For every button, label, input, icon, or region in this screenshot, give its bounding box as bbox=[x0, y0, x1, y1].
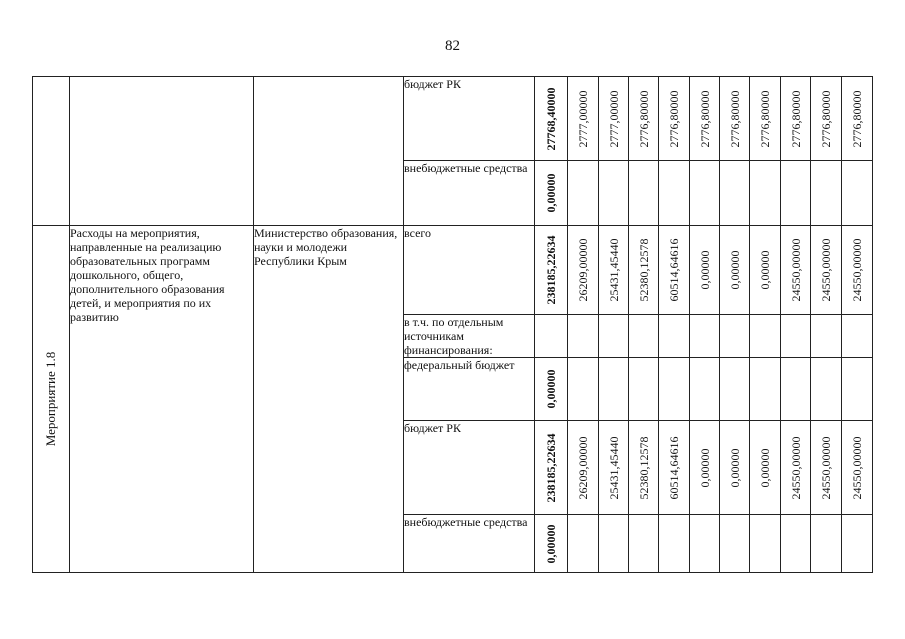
year-amount-cell bbox=[750, 77, 781, 161]
row-label: федеральный бюджет bbox=[404, 358, 535, 421]
year-amount-cell bbox=[720, 358, 750, 421]
year-amount-cell bbox=[842, 315, 873, 358]
year-amount: 26209,00000 bbox=[576, 436, 590, 499]
year-amount-cell bbox=[599, 315, 629, 358]
year-amount-cell bbox=[720, 161, 750, 226]
total-amount: 238185,22634 bbox=[544, 433, 558, 502]
year-amount: 2776,80000 bbox=[850, 90, 864, 147]
year-amount: 24550,00000 bbox=[850, 436, 864, 499]
row-label: внебюджетные средства bbox=[404, 515, 535, 573]
total-amount: 0,00000 bbox=[544, 524, 558, 563]
year-amount-cell bbox=[629, 515, 659, 573]
row-label: внебюджетные средства bbox=[404, 161, 535, 226]
year-amount-cell bbox=[781, 358, 811, 421]
year-amount-cell bbox=[811, 358, 842, 421]
row-label: в т.ч. по отдельным источникам финансирования: bbox=[404, 315, 535, 358]
year-amount-cell bbox=[811, 421, 842, 515]
year-amount: 0,00000 bbox=[758, 250, 772, 290]
year-amount-cell bbox=[568, 161, 599, 226]
year-amount: 2776,80000 bbox=[788, 90, 803, 147]
year-amount: 2776,80000 bbox=[697, 90, 712, 147]
year-amount-cell bbox=[629, 315, 659, 358]
page-number: 82 bbox=[445, 38, 460, 54]
year-amount: 24550,00000 bbox=[850, 238, 864, 302]
year-amount-cell bbox=[659, 77, 690, 161]
year-amount: 26209,00000 bbox=[576, 238, 590, 302]
total-amount-cell bbox=[535, 358, 568, 421]
year-amount-cell bbox=[750, 161, 781, 226]
year-amount-cell bbox=[629, 77, 659, 161]
year-amount-cell bbox=[659, 421, 690, 515]
year-amount: 0,00000 bbox=[697, 250, 712, 290]
year-amount: 24550,00000 bbox=[819, 238, 833, 302]
row-label: бюджет РК bbox=[404, 77, 535, 161]
year-amount-cell bbox=[811, 77, 842, 161]
year-amount: 60514,64616 bbox=[667, 238, 681, 302]
year-amount-cell bbox=[659, 315, 690, 358]
year-amount-cell bbox=[720, 421, 750, 515]
total-amount: 0,00000 bbox=[544, 173, 558, 213]
year-amount-cell bbox=[750, 421, 781, 515]
year-amount-cell bbox=[781, 161, 811, 226]
year-amount-cell bbox=[690, 77, 720, 161]
year-amount-cell bbox=[781, 77, 811, 161]
year-amount: 0,00000 bbox=[727, 448, 742, 487]
total-amount-cell bbox=[535, 77, 568, 161]
year-amount-cell bbox=[781, 315, 811, 358]
year-amount-cell bbox=[842, 77, 873, 161]
year-amount: 52380,12578 bbox=[636, 238, 651, 302]
total-amount-cell bbox=[535, 515, 568, 573]
year-amount: 2776,80000 bbox=[636, 90, 651, 147]
year-amount: 60514,64616 bbox=[667, 436, 681, 499]
year-amount: 24550,00000 bbox=[788, 238, 803, 302]
year-amount-cell bbox=[659, 226, 690, 315]
year-amount-cell bbox=[568, 226, 599, 315]
year-amount-cell bbox=[781, 421, 811, 515]
continued-executor-cell bbox=[254, 77, 404, 226]
year-amount-cell bbox=[629, 358, 659, 421]
year-amount-cell bbox=[781, 226, 811, 315]
year-amount-cell bbox=[629, 226, 659, 315]
total-amount: 238185,22634 bbox=[544, 235, 558, 305]
total-amount-cell bbox=[535, 421, 568, 515]
year-amount-cell bbox=[629, 421, 659, 515]
year-amount-cell bbox=[599, 226, 629, 315]
year-amount-cell bbox=[750, 358, 781, 421]
year-amount-cell bbox=[750, 515, 781, 573]
year-amount-cell bbox=[690, 421, 720, 515]
year-amount-cell bbox=[690, 161, 720, 226]
year-amount-cell bbox=[750, 226, 781, 315]
row-label: всего bbox=[404, 226, 535, 315]
year-amount-cell bbox=[720, 226, 750, 315]
total-amount-cell bbox=[535, 226, 568, 315]
continued-description-cell bbox=[70, 77, 254, 226]
year-amount-cell bbox=[568, 515, 599, 573]
measure-executor: Министерство образования, науки и молодежи Республики Крым bbox=[254, 226, 404, 573]
year-amount-cell bbox=[811, 226, 842, 315]
measure-number: Мероприятие 1.8 bbox=[33, 226, 70, 573]
year-amount-cell bbox=[568, 421, 599, 515]
year-amount-cell bbox=[568, 77, 599, 161]
year-amount-cell bbox=[599, 77, 629, 161]
year-amount: 2777,00000 bbox=[606, 90, 621, 147]
total-amount-cell bbox=[535, 315, 568, 358]
year-amount-cell bbox=[811, 315, 842, 358]
budget-table bbox=[32, 76, 873, 573]
year-amount: 24550,00000 bbox=[819, 436, 833, 499]
year-amount-cell bbox=[842, 358, 873, 421]
year-amount: 2776,80000 bbox=[758, 90, 772, 147]
year-amount-cell bbox=[599, 358, 629, 421]
year-amount: 2776,80000 bbox=[727, 90, 742, 147]
year-amount-cell bbox=[599, 161, 629, 226]
year-amount-cell bbox=[811, 515, 842, 573]
year-amount-cell bbox=[568, 358, 599, 421]
year-amount: 25431,45440 bbox=[606, 238, 621, 302]
year-amount-cell bbox=[781, 515, 811, 573]
year-amount-cell bbox=[842, 161, 873, 226]
year-amount: 2777,00000 bbox=[576, 90, 590, 147]
year-amount-cell bbox=[690, 515, 720, 573]
total-amount: 0,00000 bbox=[544, 369, 558, 409]
total-amount: 27768,40000 bbox=[544, 87, 558, 150]
year-amount: 0,00000 bbox=[758, 448, 772, 487]
year-amount-cell bbox=[659, 515, 690, 573]
year-amount-cell bbox=[842, 515, 873, 573]
year-amount: 52380,12578 bbox=[636, 436, 651, 499]
year-amount: 0,00000 bbox=[697, 448, 712, 487]
year-amount-cell bbox=[720, 515, 750, 573]
year-amount-cell bbox=[720, 77, 750, 161]
year-amount: 2776,80000 bbox=[667, 90, 681, 147]
year-amount-cell bbox=[750, 315, 781, 358]
year-amount-cell bbox=[659, 161, 690, 226]
year-amount-cell bbox=[659, 358, 690, 421]
year-amount: 2776,80000 bbox=[819, 90, 833, 147]
measure-description: Расходы на мероприятия, направленные на реализацию образовательных программ дошкольного, общего, дополнительного образования детей, и мероприятия по их развитию bbox=[70, 226, 254, 573]
year-amount-cell bbox=[690, 315, 720, 358]
continued-budget-rk-row bbox=[33, 77, 873, 161]
year-amount-cell bbox=[599, 515, 629, 573]
year-amount: 25431,45440 bbox=[606, 436, 621, 499]
year-amount-cell bbox=[842, 421, 873, 515]
year-amount-cell bbox=[690, 358, 720, 421]
year-amount-cell bbox=[599, 421, 629, 515]
year-amount-cell bbox=[842, 226, 873, 315]
total-amount-cell bbox=[535, 161, 568, 226]
year-amount: 24550,00000 bbox=[788, 436, 803, 499]
year-amount-cell bbox=[629, 161, 659, 226]
measure-total-row bbox=[33, 226, 873, 315]
year-amount: 0,00000 bbox=[727, 250, 742, 290]
continued-number-cell bbox=[33, 77, 70, 226]
year-amount-cell bbox=[811, 161, 842, 226]
row-label: бюджет РК bbox=[404, 421, 535, 515]
year-amount-cell bbox=[720, 315, 750, 358]
year-amount-cell bbox=[690, 226, 720, 315]
year-amount-cell bbox=[568, 315, 599, 358]
